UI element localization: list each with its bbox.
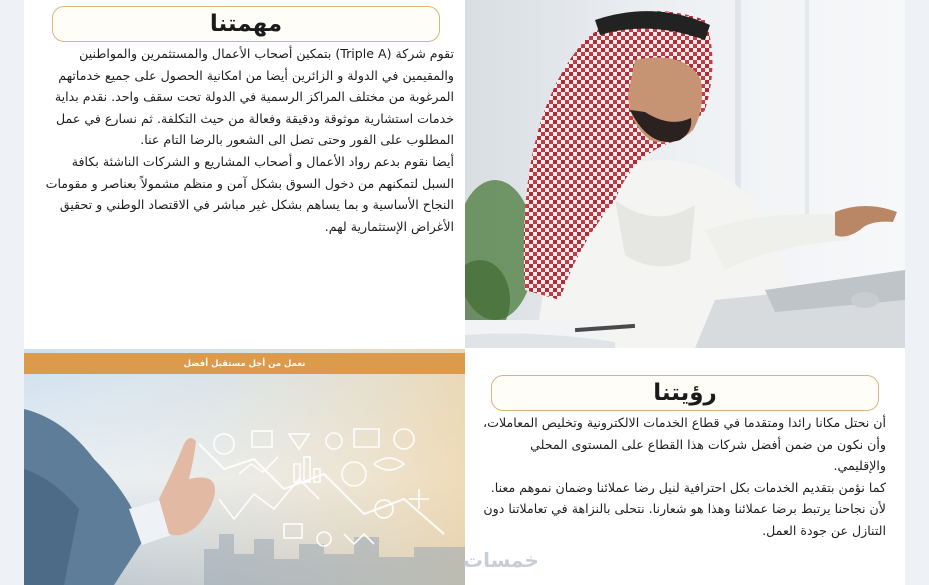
man-at-laptop-illustration [465,0,905,348]
vision-paragraph-1: أن نحتل مكانا رائدا ومتقدما في قطاع الخدمات الالكترونية وتخليص المعاملات، وأن نكون من ضمن أفضل شركات هذا القطاع على المستوى المحلي والإقليمي. [483,415,886,474]
mission-title-text: مهمتنا [209,11,283,37]
vision-text [474,412,886,542]
slogan-text: نعمل من أجل مستقبل أفضل [183,358,306,369]
mission-paragraph-1: تقوم شركة (Triple A) بتمكين أصحاب الأعمال والمستثمرين والمواطنين والمقيمين في الدولة و الزائرين أيضا من امكانية الحصول على جميع خدماتهم المرغوبة من مختلف المراكز الرسمية في الدولة تحت سقف واحد. نقدم بداية خدمات استشارية موثوقة ودقيقة وفعالة من حيث التكلفة. ثم نسارع في عمل المطلوب على الفور وحتى تصل الى الشعور بالرضا التام عنا. [54,46,454,148]
vision-title [491,375,879,411]
mission-text [40,43,454,237]
vision-paragraph-2: كما نؤمن بتقديم الخدمات بكل احترافية لنيل رضا عملائنا وضمان نموهم معنا. لأن نجاحنا يرتبط برضا عملائنا وهذا هو شعارنا. نتحلى بالنزاهة في تعاملاتنا دون التنازل عن جودة العمل. [483,479,886,538]
vision-title-text: رؤيتنا [653,380,717,406]
mission-paragraph-2: أيضا نقوم بدعم رواد الأعمال و أصحاب المشاريع و الشركات الناشئة بكافة السبل لتمكنهم من دخول السوق بشكل آمن و منظم مشمولاً بعناصر و مقومات النجاح الأساسية و بما يساهم بشكل غير مباشر في الاقتصاد الوطني و تحقيق الأغراض الإستثمارية لهم. [45,153,454,234]
man-at-laptop-photo [465,0,905,348]
mission-title [52,6,440,42]
watermark-logo: خمسات [463,548,539,572]
business-icons-illustration [24,349,465,585]
slogan-banner [24,353,465,374]
hand-touching-icons-photo [24,349,465,585]
